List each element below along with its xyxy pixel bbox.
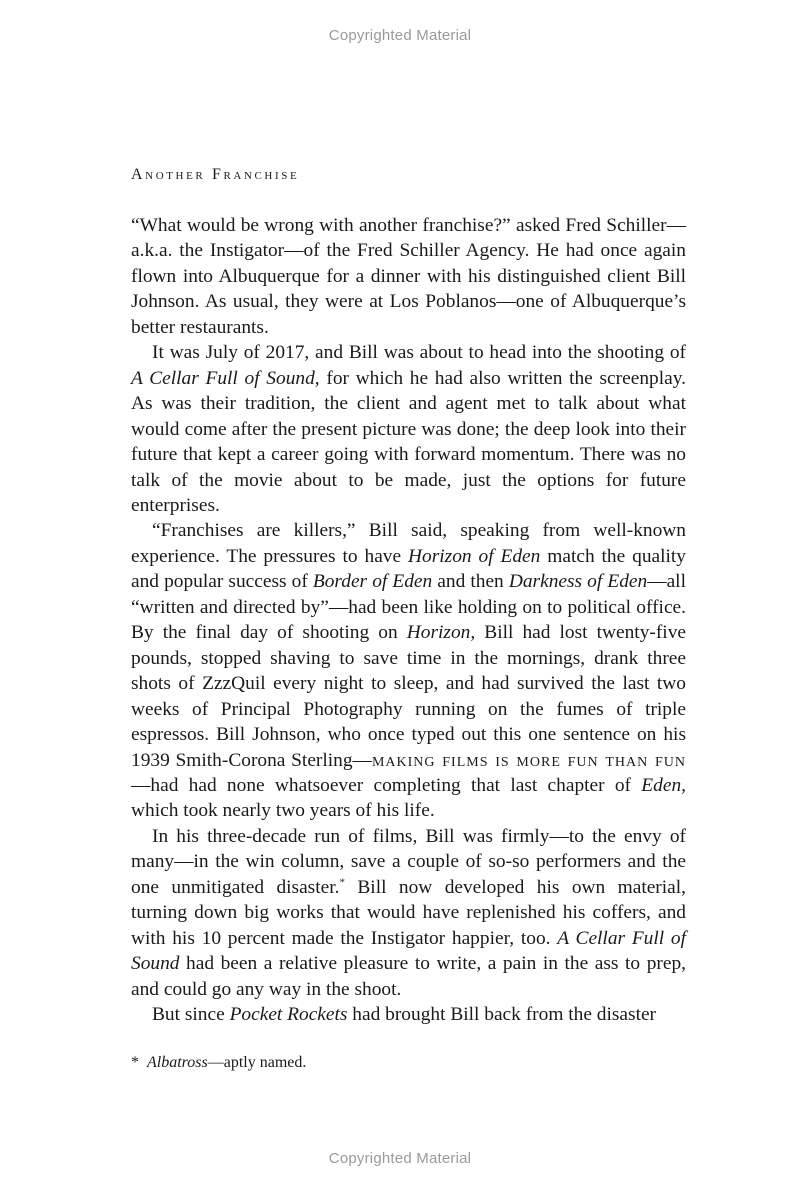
text-run: Bill now developed his own material, turning down big works that would have replenished his coffers, and with his 10 percent made the Instigator happier, too. <box>131 876 686 949</box>
footnote-title: Albatross <box>147 1054 208 1071</box>
footnote-reference: * <box>339 876 345 889</box>
paragraph <box>131 1002 686 1027</box>
text-run: match the quality and popular success of <box>131 545 687 593</box>
text-run: But since <box>152 1004 230 1026</box>
text-run: In his three-decade run of films, Bill was firmly—to the envy of many—in the win column, save a couple of so-so performers and the one unmitigated disaster. <box>131 825 686 898</box>
italic-title: Border of Eden <box>312 571 433 593</box>
italic-title: A Cellar Full of Sound <box>131 927 686 975</box>
paragraph <box>131 340 686 518</box>
text-run: —had had none whatsoever completing that last chapter of <box>131 774 642 796</box>
text-run: —all “written and directed by”—had been like holding on to political office. By the final day of shooting on <box>131 571 686 644</box>
text-run: “What would be wrong with another franchise?” asked Fred Schiller—a.k.a. the Instigator—of the Fred Schiller Agency. He had once again flown into Albuquerque for a dinner with his distinguished client Bill Johnson. As usual, they were at Los Poblanos—one of Albuquerque’s better restaurants. <box>131 215 686 338</box>
footnote-text: —aptly named. <box>207 1054 307 1071</box>
italic-title: Eden, <box>641 774 686 796</box>
footnote-marker: * <box>131 1054 139 1071</box>
italic-title: A Cellar Full of Sound, <box>131 367 320 389</box>
text-run: had brought Bill back from the disaster <box>347 1004 657 1026</box>
italic-title: Horizon of Eden <box>408 545 541 567</box>
paragraph <box>131 213 686 340</box>
text-run: and then <box>432 571 509 593</box>
text-run: “Franchises are killers,” Bill said, speaking from well-known experience. The pressures to have <box>131 520 686 567</box>
paragraph <box>131 518 686 823</box>
body-text <box>131 213 686 1028</box>
italic-title: Pocket Rockets <box>229 1004 348 1026</box>
chapter-title: Another Franchise <box>131 166 300 183</box>
copyright-watermark-top: Copyrighted Material <box>328 27 472 44</box>
copyright-watermark-bottom: Copyrighted Material <box>328 1150 472 1167</box>
text-run: for which he had also written the screenplay. As was their tradition, the client and agent met to talk about what would come after the present picture was done; the deep look into their future that kept a career going with forward momentum. There was no talk of the movie about to be made, just the options for future enterprises. <box>131 367 686 516</box>
paragraph <box>131 824 686 1002</box>
footnote <box>131 1054 306 1072</box>
small-caps-quote: making films is more fun than fun <box>371 749 686 771</box>
italic-title: Darkness of Eden <box>508 571 648 593</box>
text-run: Bill had lost twenty-five pounds, stopped shaving to save time in the mornings, drank three shots of ZzzQuil every night to sleep, and had survived the last two weeks of Principal Photography running on the fumes of triple espressos. Bill Johnson, who once typed out this one sentence on his 1939 Smith-Corona Sterling— <box>131 622 686 771</box>
text-run: had been a relative pleasure to write, a pain in the ass to prep, and could go any way in the shoot. <box>131 953 686 1000</box>
text-run: It was July of 2017, and Bill was about to head into the shooting of <box>152 342 686 364</box>
text-run: which took nearly two years of his life. <box>131 800 435 822</box>
italic-title: Horizon, <box>406 622 476 644</box>
